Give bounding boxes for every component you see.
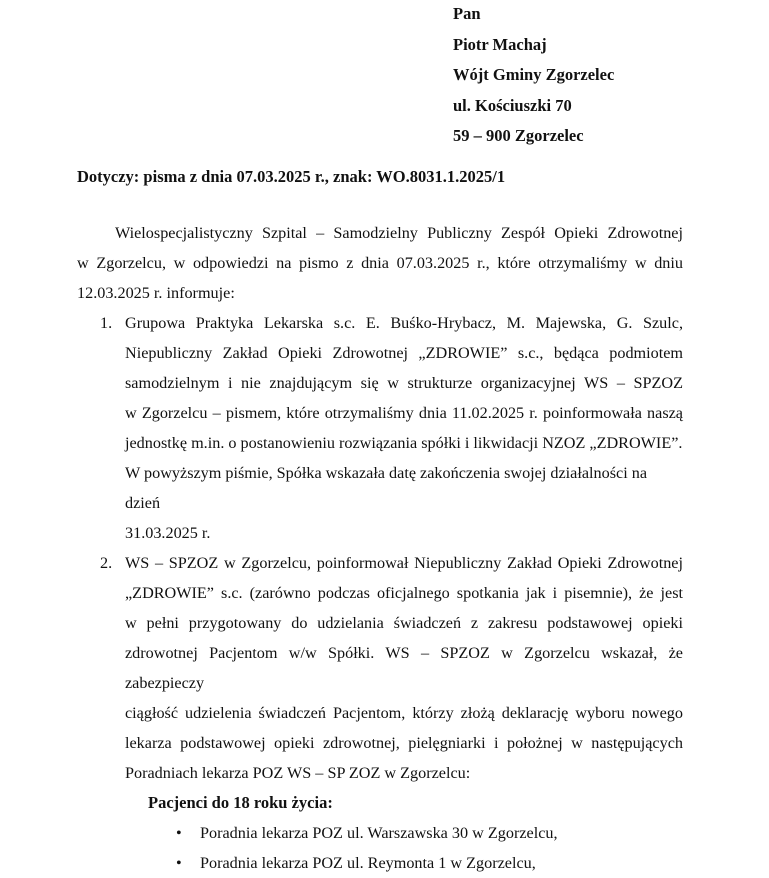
point-line: zdrowotnej Pacjentom w/w Spółki. WS – SPZOZ w Zgorzelcu wskazał, że zabezpieczy [125,644,683,692]
point-line: W powyższym piśmie, Spółka wskazała datę zakończenia swojej działalności na dzień [125,464,648,512]
recipient-name: Piotr Machaj [453,34,547,54]
bullet-icon: • [176,824,182,842]
point-line: lekarza podstawowej opieki zdrowotnej, pielęgniarki i położnej w następujących [125,734,683,752]
recipient-city: 59 – 900 Zgorzelec [453,126,584,145]
intro-paragraph [77,218,683,308]
clinic-item [77,848,683,878]
numbered-points [77,308,683,788]
clinics-list [77,818,683,878]
recipient-title: Wójt Gminy Zgorzelec [453,65,615,84]
intro-line: Wielospecjalistyczny Szpital – Samodzielny Publiczny Zespół Opieki Zdrowotnej [115,224,683,242]
point-number: 1. [100,314,113,332]
patients-heading: Pacjenci do 18 roku życia: [148,793,333,812]
point-line: Niepubliczny Zakład Opieki Zdrowotnej „ZDROWIE” s.c., będąca podmiotem [125,344,683,362]
point-2 [77,548,683,788]
clinic-name: Poradnia lekarza POZ ul. Reymonta 1 w Zgorzelcu, [200,854,536,872]
point-number: 2. [100,554,113,572]
intro-line: w Zgorzelcu, w odpowiedzi na pismo z dnia 07.03.2025 r., które otrzymaliśmy w dniu [77,254,683,272]
clinic-name: Poradnia lekarza POZ ul. Warszawska 30 w Zgorzelcu, [200,824,558,842]
point-line: Poradniach lekarza POZ WS – SP ZOZ w Zgorzelcu: [125,764,471,782]
point-line: WS – SPZOZ w Zgorzelcu, poinformował Niepubliczny Zakład Opieki Zdrowotnej [125,554,683,572]
point-line: ciągłość udzielenia świadczeń Pacjentom, którzy złożą deklarację wyboru nowego [125,704,683,722]
point-1 [77,308,683,548]
clinic-item [77,818,683,848]
intro-line: 12.03.2025 r. informuje: [77,284,235,302]
letter-subject: Dotyczy: pisma z dnia 07.03.2025 r., znak: WO.8031.1.2025/1 [77,167,506,186]
recipient-address [453,0,614,152]
point-line: Grupowa Praktyka Lekarska s.c. E. Buśko-Hrybacz, M. Majewska, G. Szulc, [125,314,683,332]
point-line: w pełni przygotowany do udzielania świadczeń z zakresu podstawowej opieki [125,614,683,632]
point-line: 31.03.2025 r. [125,524,211,542]
point-line: samodzielnym i nie znajdującym się w strukturze organizacyjnej WS – SPZOZ [125,374,683,392]
point-line: w Zgorzelcu – pismem, które otrzymaliśmy dnia 11.02.2025 r. poinformowała naszą [125,404,683,422]
recipient-street: ul. Kościuszki 70 [453,95,572,115]
letter-body [77,218,683,878]
point-line: jednostkę m.in. o postanowieniu rozwiązania spółki i likwidacji NZOZ „ZDROWIE”. [125,434,683,452]
point-line: „ZDROWIE” s.c. (zarówno podczas oficjalnego spotkania jak i pisemnie), że jest [125,584,683,602]
bullet-icon: • [176,854,182,872]
recipient-salutation: Pan [453,4,481,23]
